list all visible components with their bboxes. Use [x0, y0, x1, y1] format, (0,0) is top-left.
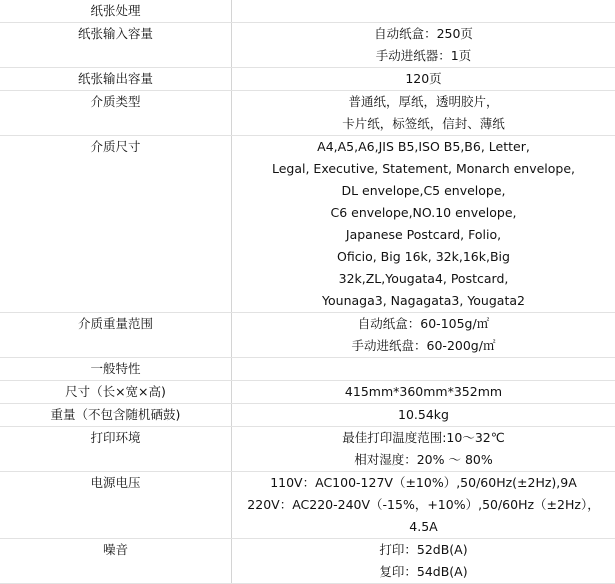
row-value: [232, 404, 615, 426]
row-label: 电源电压: [0, 472, 232, 538]
value-line: 120页: [405, 71, 442, 86]
value-line: 10.54kg: [398, 407, 449, 422]
row-label: 介质尺寸: [0, 136, 232, 312]
row-label: 打印环境: [0, 427, 232, 471]
row-value: [232, 313, 615, 357]
value-line: 手动进纸器：1页: [375, 48, 472, 63]
table-row: [0, 539, 615, 584]
table-row: [0, 427, 615, 472]
value-line: [232, 358, 615, 380]
row-label: 尺寸（长×宽×高): [0, 381, 232, 403]
value-line: 415mm*360mm*352mm: [344, 384, 503, 399]
value-line: Japanese Postcard, Folio,: [345, 227, 502, 242]
row-value: [232, 91, 615, 135]
value-line: Oficio, Big 16k, 32k,16k,Big: [337, 249, 510, 264]
row-value: [232, 539, 615, 583]
table-row: [0, 358, 615, 381]
value-line: 卡片纸，标签纸，信封、薄纸: [342, 116, 505, 131]
value-line: 自动纸盒：60-105g/㎡: [357, 316, 490, 331]
row-label: 介质类型: [0, 91, 232, 135]
row-label: 纸张输入容量: [0, 23, 232, 67]
row-label: 重量（不包含随机硒鼓): [0, 404, 232, 426]
table-row: [0, 0, 615, 23]
row-value: [232, 427, 615, 471]
row-value: [232, 68, 615, 90]
value-line: DL envelope,C5 envelope,: [341, 183, 506, 198]
value-line: 打印：52dB(A): [379, 542, 468, 557]
table-row: [0, 91, 615, 136]
value-line: 110V：AC100-127V（±10%）,50/60Hz(±2Hz),9A: [270, 475, 577, 490]
table-row: [0, 313, 615, 358]
value-line: 复印：54dB(A): [379, 564, 468, 579]
value-line: 最佳打印温度范围:10～32℃: [342, 430, 505, 445]
value-line: Younaga3, Nagagata3, Yougata2: [322, 293, 525, 308]
row-value: [232, 381, 615, 403]
value-line: Legal, Executive, Statement, Monarch envelope,: [271, 161, 576, 176]
value-line: A4,A5,A6,JIS B5,ISO B5,B6, Letter,: [317, 139, 530, 154]
value-line: 220V：AC220-240V（-15%，+10%）,50/60Hz（±2Hz），: [247, 497, 600, 512]
row-value: [232, 0, 615, 22]
row-label: 纸张处理: [0, 0, 232, 22]
value-line: [232, 0, 615, 22]
row-label: 一般特性: [0, 358, 232, 380]
row-value: [232, 136, 615, 312]
value-line: C6 envelope,NO.10 envelope,: [330, 205, 517, 220]
value-line: 32k,ZL,Yougata4, Postcard,: [338, 271, 509, 286]
table-row: [0, 23, 615, 68]
value-line: 相对湿度：20% ～ 80%: [354, 452, 493, 467]
table-row: [0, 136, 615, 313]
table-row: [0, 381, 615, 404]
value-line: 自动纸盒：250页: [374, 26, 473, 41]
row-label: 纸张输出容量: [0, 68, 232, 90]
row-label: 噪音: [0, 539, 232, 583]
row-value: [232, 358, 615, 380]
row-value: [232, 23, 615, 67]
value-line: 手动进纸盘：60-200g/㎡: [351, 338, 496, 353]
table-row: [0, 68, 615, 91]
row-value: [232, 472, 615, 538]
row-label: 介质重量范围: [0, 313, 232, 357]
value-line: 普通纸，厚纸，透明胶片，: [348, 94, 499, 109]
table-row: [0, 404, 615, 427]
value-line: 4.5A: [409, 519, 438, 534]
table-row: [0, 472, 615, 539]
